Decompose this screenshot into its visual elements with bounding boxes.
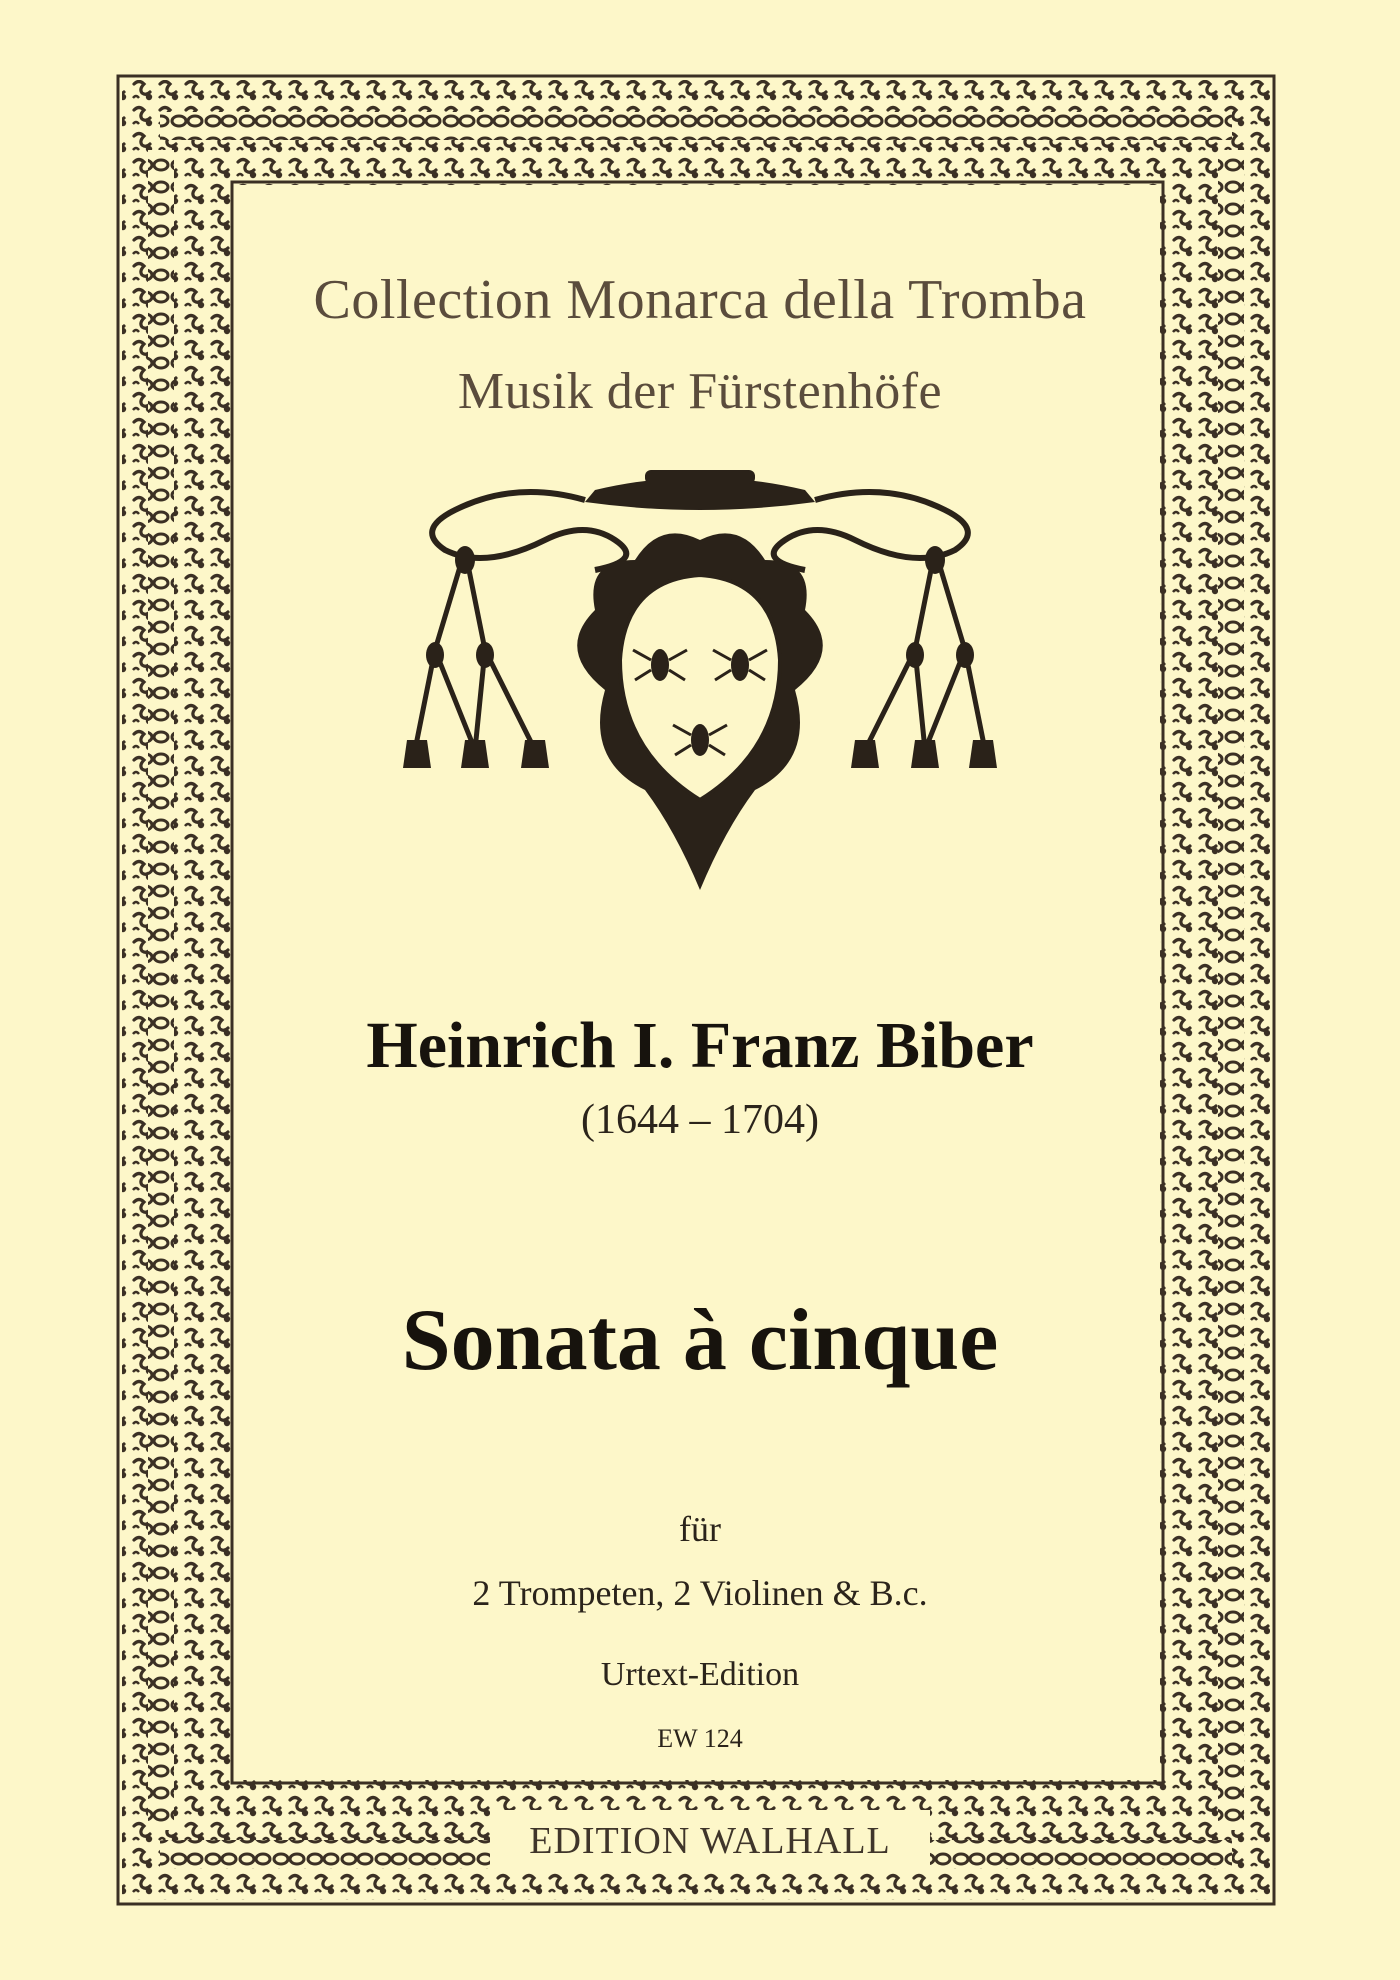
- for-label: für: [679, 1509, 721, 1549]
- edition-type: Urtext-Edition: [600, 1656, 800, 1693]
- composer-dates: (1644 – 1704): [581, 1097, 819, 1143]
- work-title: Sonata à cinque: [401, 1292, 999, 1389]
- coat-of-arms-icon: [395, 470, 1005, 920]
- publisher-name: EDITION WALHALL: [490, 1810, 930, 1872]
- instrumentation: 2 Trompeten, 2 Violinen & B.c.: [472, 1573, 928, 1613]
- series-title: Collection Monarca della Tromba: [313, 269, 1087, 331]
- composer-name: Heinrich I. Franz Biber: [366, 1009, 1034, 1082]
- series-subtitle: Musik der Fürstenhöfe: [457, 363, 943, 420]
- catalog-number: EW 124: [657, 1724, 743, 1753]
